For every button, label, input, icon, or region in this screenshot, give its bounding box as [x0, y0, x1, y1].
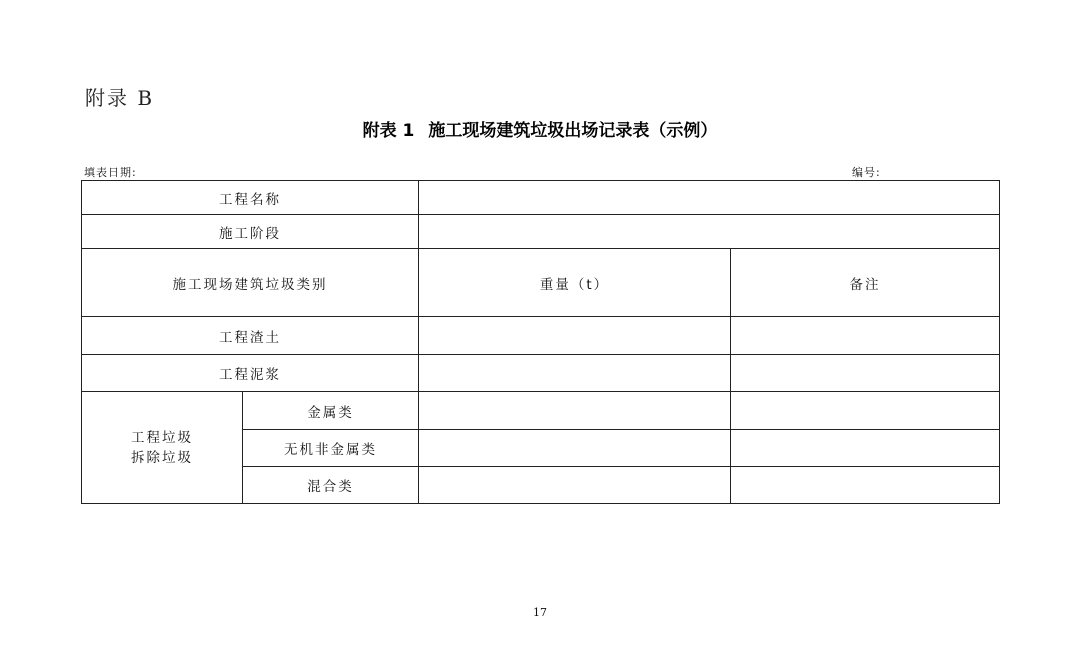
weight-cell[interactable]: [419, 392, 731, 430]
project-name-field[interactable]: [419, 181, 1000, 215]
weight-header: 重量（t）: [419, 249, 731, 317]
group-label: [82, 392, 243, 504]
construction-phase-label: 施工阶段: [82, 215, 419, 249]
sub-label-metal: 金属类: [243, 392, 419, 430]
project-name-label: 工程名称: [82, 181, 419, 215]
table-row: [82, 392, 1000, 430]
record-table: [81, 180, 1000, 504]
group-label-line2: 拆除垃圾: [131, 449, 193, 466]
table-row: [82, 181, 1000, 215]
category-header: 施工现场建筑垃圾类别: [82, 249, 419, 317]
weight-cell[interactable]: [419, 355, 731, 392]
remarks-cell[interactable]: [731, 467, 1000, 504]
construction-phase-field[interactable]: [419, 215, 1000, 249]
table-row: [82, 215, 1000, 249]
table-title-text: 施工现场建筑垃圾出场记录表（示例）: [428, 121, 718, 141]
remarks-cell[interactable]: [731, 317, 1000, 355]
weight-cell[interactable]: [419, 430, 731, 467]
table-row: [82, 355, 1000, 392]
fill-date-label: 填表日期:: [84, 166, 137, 179]
remarks-header: 备注: [731, 249, 1000, 317]
weight-cell[interactable]: [419, 467, 731, 504]
appendix-label: 附录 B: [85, 86, 155, 110]
serial-no-label: 编号:: [852, 166, 881, 179]
page-number: 17: [533, 606, 547, 619]
sub-label-mixed: 混合类: [243, 467, 419, 504]
sub-label-inorganic: 无机非金属类: [243, 430, 419, 467]
remarks-cell[interactable]: [731, 355, 1000, 392]
table-title-number: 附表 1: [362, 121, 415, 141]
table-header-row: [82, 249, 1000, 317]
row-label-engineering-soil: 工程渣土: [82, 317, 419, 355]
group-label-line1: 工程垃圾: [131, 429, 193, 446]
remarks-cell[interactable]: [731, 430, 1000, 467]
table-row: [82, 317, 1000, 355]
remarks-cell[interactable]: [731, 392, 1000, 430]
weight-cell[interactable]: [419, 317, 731, 355]
table-title: [0, 116, 1080, 141]
row-label-engineering-mud: 工程泥浆: [82, 355, 419, 392]
